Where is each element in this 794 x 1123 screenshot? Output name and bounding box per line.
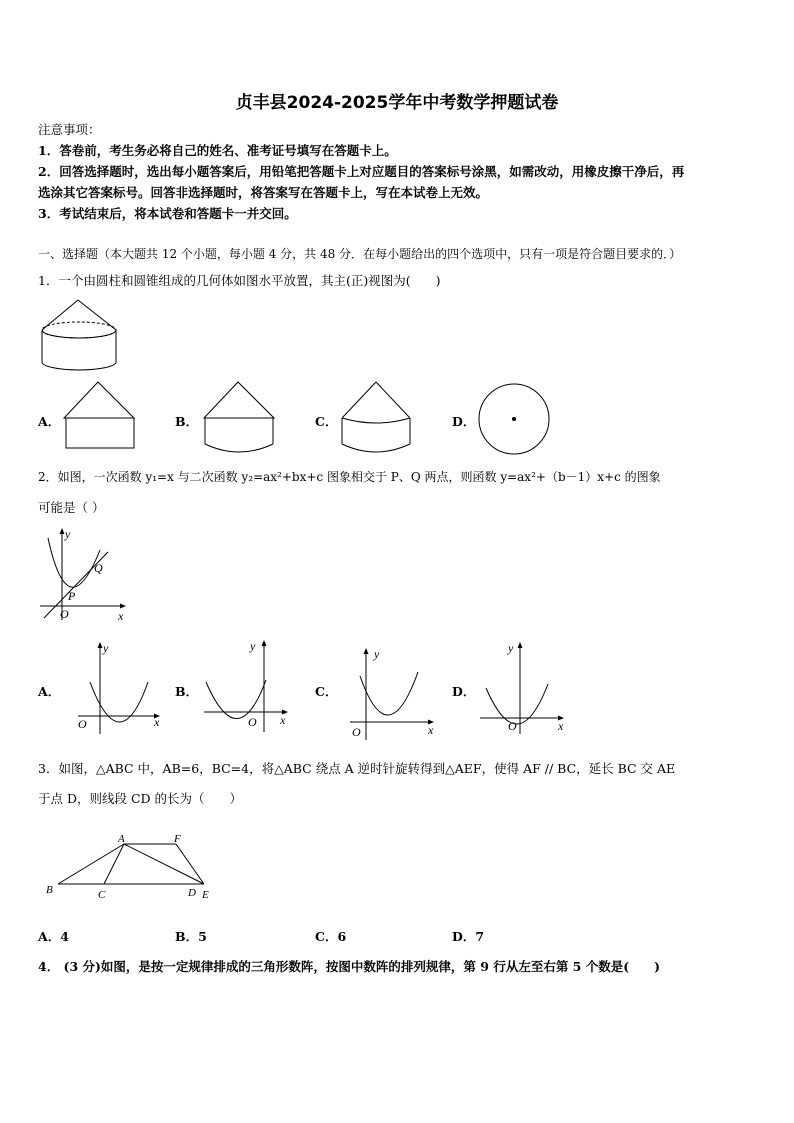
- q3-figure: [44, 832, 224, 904]
- q2-figure: [38, 526, 130, 622]
- q3-label-d: D: [188, 887, 196, 899]
- notice-heading: 注意事项：: [38, 122, 101, 137]
- q2-label-x: x: [118, 609, 124, 623]
- q1-option-a: A．: [38, 414, 61, 429]
- notice-item-1: 1．答卷前，考生务必将自己的姓名、准考证号填写在答题卡上。: [38, 143, 397, 158]
- svg-text:y: y: [508, 641, 514, 655]
- q3-option-d: D．7: [452, 929, 485, 944]
- q1-option-d: D．: [452, 414, 476, 429]
- q3-label-f: F: [174, 833, 181, 845]
- q1-option-c: C．: [315, 414, 338, 429]
- q2-option-c-graph: [346, 646, 442, 742]
- q2-option-d-graph: [478, 640, 574, 736]
- q1-solid-figure: [40, 296, 120, 376]
- q1-option-b: B．: [175, 414, 199, 429]
- q2-option-b: B．: [175, 684, 199, 699]
- q1-option-d-figure: [478, 383, 552, 455]
- notice-item-3: 3．考试结束后，将本试卷和答题卡一并交回。: [38, 206, 297, 221]
- q2-label-p: P: [68, 589, 76, 603]
- q3-stem-line2: 于点 D，则线段 CD 的长为（ ）: [38, 791, 243, 806]
- svg-text:x: x: [154, 715, 160, 729]
- q2-option-c: C．: [315, 684, 338, 699]
- svg-text:x: x: [558, 719, 564, 733]
- q1-option-c-figure: [340, 380, 414, 458]
- svg-text:O: O: [508, 719, 517, 733]
- q3-stem-line1: 3．如图，△ABC 中，AB=6，BC=4，将△ABC 绕点 A 逆时针旋转得到△AEF，使得 AF // BC，延长 BC 交 AE: [38, 761, 676, 776]
- q2-label-y: y: [65, 527, 71, 541]
- svg-text:O: O: [78, 717, 87, 731]
- q4-stem: 4． (3 分)如图，是按一定规律排成的三角形数阵，按图中数阵的排列规律，第 9 行从左至右第 5 个数是( ): [38, 959, 661, 974]
- q1-stem: 1．一个由圆柱和圆锥组成的几何体如图水平放置，其主(正)视图为( ): [38, 273, 441, 288]
- q2-label-q: Q: [94, 561, 103, 575]
- q3-label-a: A: [118, 833, 125, 845]
- q2-label-o: O: [60, 607, 69, 621]
- q2-option-d: D．: [452, 684, 476, 699]
- svg-text:y: y: [103, 641, 109, 655]
- q3-label-c: C: [98, 889, 106, 901]
- q2-option-a-graph: [74, 640, 166, 736]
- q2-option-b-graph: [200, 638, 296, 734]
- section-heading: 一、选择题（本大题共 12 个小题，每小题 4 分，共 48 分．在每小题给出的四个选项中，只有一项是符合题目要求的．）: [38, 247, 682, 261]
- q2-stem-line2: 可能是（ ）: [38, 500, 105, 515]
- q3-option-a: A．4: [38, 929, 69, 944]
- q2-option-a: A．: [38, 684, 61, 699]
- notice-item-2: 2．回答选择题时，选出每小题答案后，用铅笔把答题卡上对应题目的答案标号涂黑，如需改动，用橡皮擦干净后，再: [38, 164, 685, 179]
- q3-option-b: B．5: [175, 929, 207, 944]
- q3-label-b: B: [46, 884, 53, 896]
- q3-label-e: E: [202, 889, 209, 901]
- page-title: 贞丰县2024-2025学年中考数学押题试卷: [235, 93, 559, 113]
- svg-text:y: y: [374, 647, 380, 661]
- svg-text:x: x: [428, 723, 434, 737]
- notice-item-2-cont: 选涂其它答案标号。回答非选择题时，将答案写在答题卡上，写在本试卷上无效。: [38, 185, 489, 200]
- q3-option-c: C．6: [315, 929, 347, 944]
- q1-option-a-figure: [62, 380, 138, 450]
- svg-text:O: O: [248, 715, 257, 729]
- q1-option-b-figure: [202, 380, 278, 456]
- svg-text:y: y: [250, 639, 256, 653]
- svg-text:O: O: [352, 725, 361, 739]
- svg-text:x: x: [280, 713, 286, 727]
- q2-stem-line1: 2．如图，一次函数 y₁=x 与二次函数 y₂=ax²+bx+c 图象相交于 P、Q 两点，则函数 y=ax²+（b－1）x+c 的图象: [38, 470, 661, 484]
